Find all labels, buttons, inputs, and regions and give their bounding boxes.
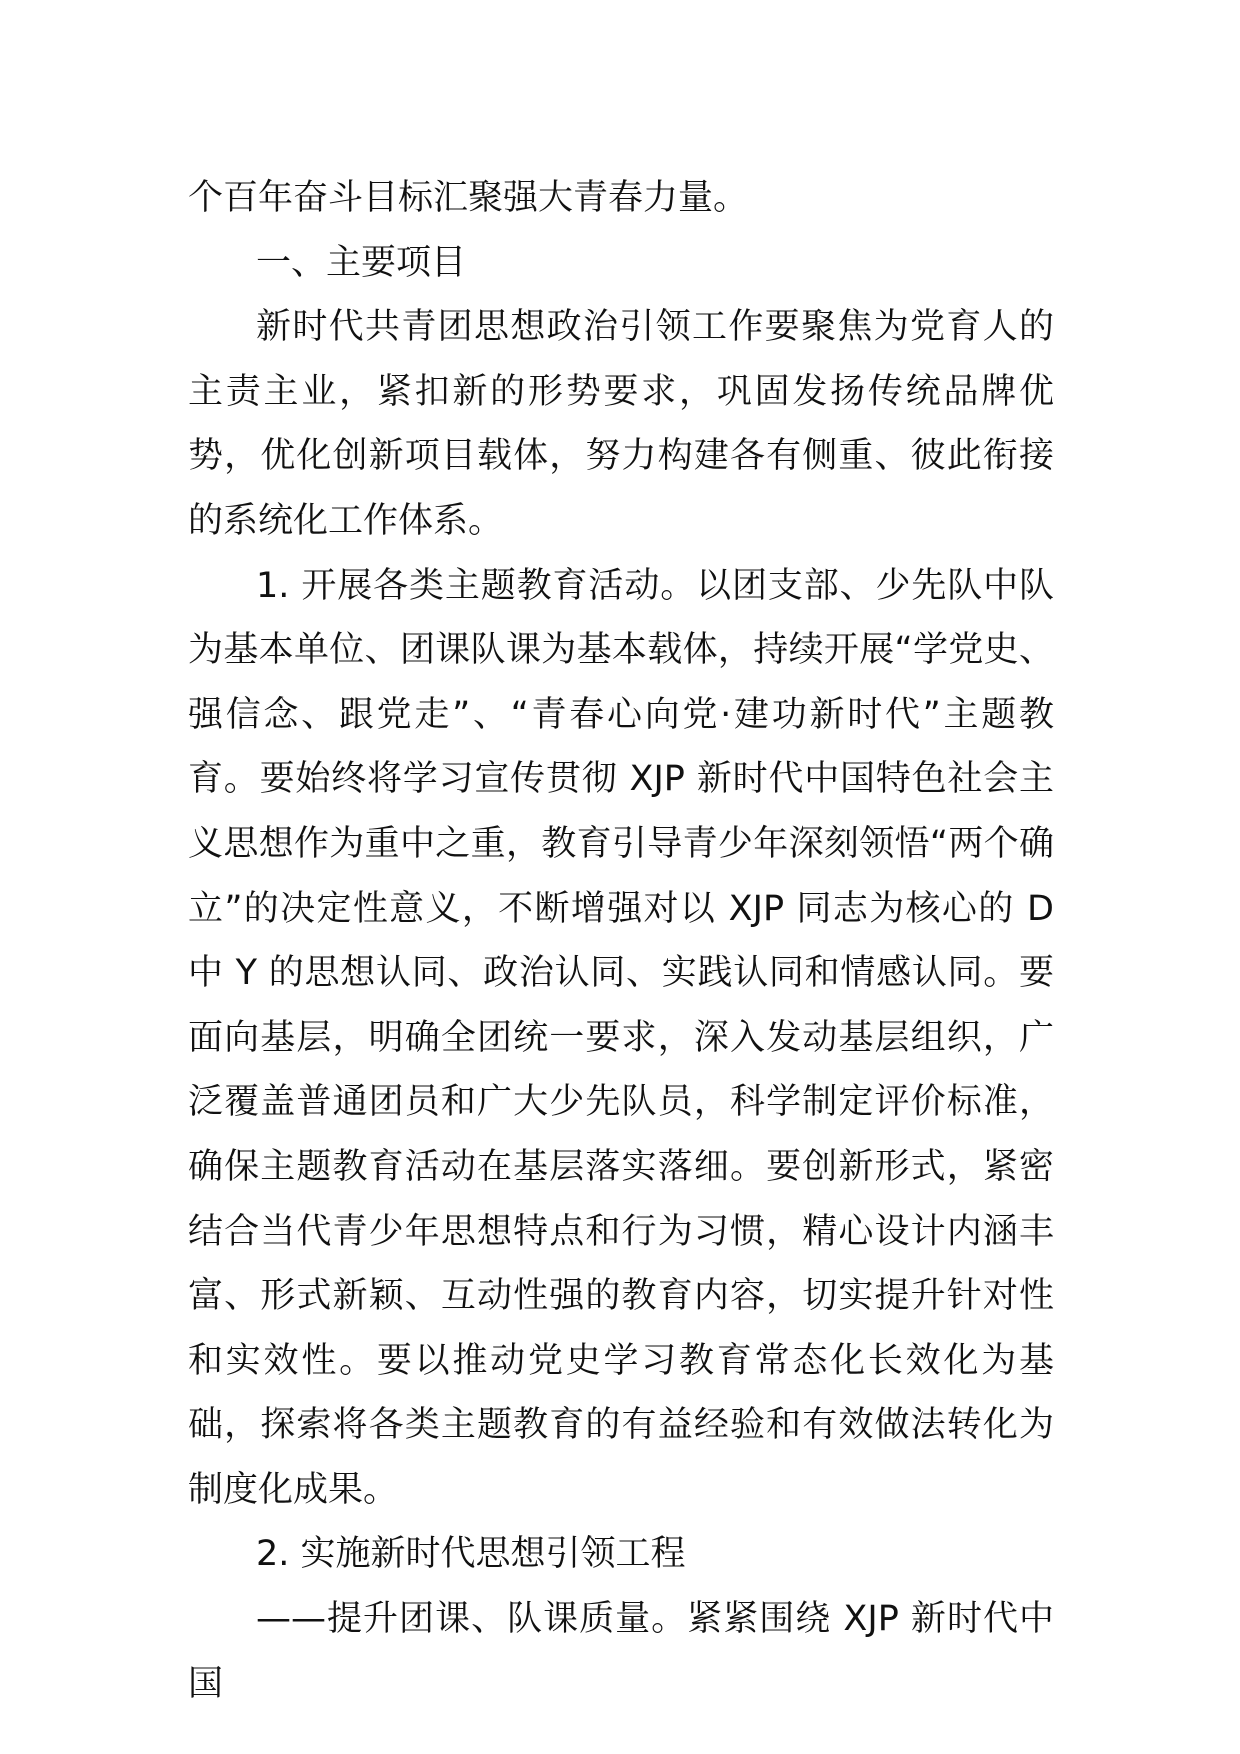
paragraph-intro: 新时代共青团思想政治引领工作要聚焦为党育人的主责主业，紧扣新的形势要求，巩固发扬传统品牌优势，优化创新项目载体，努力构建各有侧重、彼此衔接的系统化工作体系。 xyxy=(188,307,1054,541)
paragraph-item-2-sub-1: ——提升团课、队课质量。紧紧围绕 XJP 新时代中国 xyxy=(188,1599,1054,1704)
paragraph-item-2-heading: 2. 实施新时代思想引领工程 xyxy=(256,1534,686,1575)
document-body xyxy=(188,166,1054,1716)
section-heading-main-projects: 一、主要项目 xyxy=(256,242,467,283)
paragraph-item-1: 1. 开展各类主题教育活动。以团支部、少先队中队为基本单位、团课队课为基本载体，持续开展“学党史、强信念、跟党走”、“青春心向党·建功新时代”主题教育。要始终将学习宣传贯彻 XJP 新时代中国特色社会主义思想作为重中之重，教育引导青少年深刻领悟“两个确立”的决定性意义，不断增强对以 XJP 同志为核心的 D 中 Y 的思想认同、政治认同、实践认同和情感认同。要面向基层，明确全团统一要求，深入发动基层组织，广泛覆盖普通团员和广大少先队员，科学制定评价标准，确保主题教育活动在基层落实落细。要创新形式，紧密结合当代青少年思想特点和行为习惯，精心设计内涵丰富、形式新颖、互动性强的教育内容，切实提升针对性和实效性。要以推动党史学习教育常态化长效化为基础，探索将各类主题教育的有益经验和有效做法转化为制度化成果。 xyxy=(188,565,1054,1510)
paragraph-continuation: 个百年奋斗目标汇聚强大青春力量。 xyxy=(188,178,749,218)
